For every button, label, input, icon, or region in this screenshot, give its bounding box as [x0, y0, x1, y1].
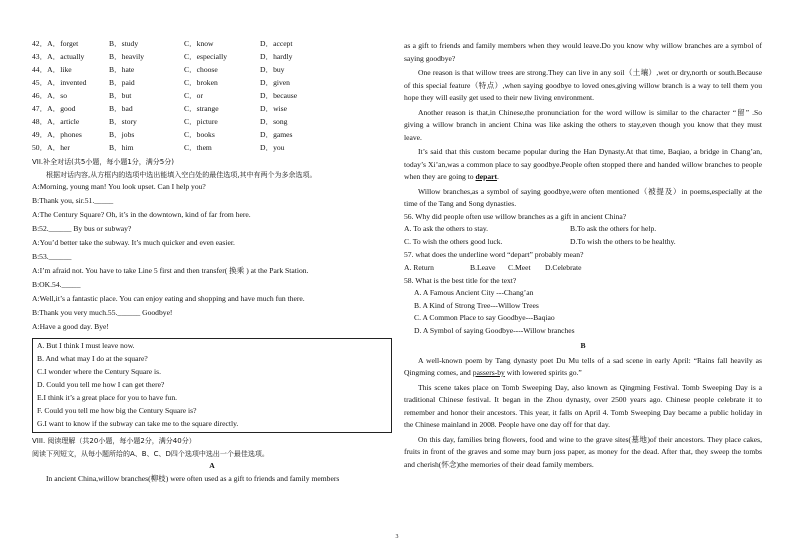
- cloze-option: 45．A．invented: [32, 78, 87, 87]
- box-option: F. Could you tell me how big the Century Square is?: [37, 406, 197, 415]
- q56-options-row1: A. To ask the others to stay. B.To ask the others for help.: [404, 224, 657, 233]
- cloze-option: 50．A．her: [32, 143, 70, 152]
- question-56: 56. Why did people often use willow branches as a gift in ancient China?: [404, 211, 627, 221]
- cloze-option: 49．A．phones: [32, 130, 82, 139]
- dialogue-line: A:Morning, young man! You look upset. Can I help you?: [32, 182, 206, 191]
- cloze-option: B．bad: [109, 104, 133, 113]
- cloze-option: B．but: [109, 91, 132, 100]
- dialogue-line: B:53.______: [32, 252, 72, 261]
- cloze-option: B．paid: [109, 78, 135, 87]
- passage-a-p3: Another reason is that,in Chinese,the pronunciation for the word willow is similar to the character “留” .So giving a willow branch in ancient China was like asking the others to stay,even though you know that they must leave.: [404, 107, 762, 142]
- cloze-option: C．know: [184, 39, 214, 48]
- passage-a-p2: One reason is that willow trees are strong.They can live in any soil（土壤）,wet or dry,north or south.Because of this special feature（特点）,when saying goodbye to loved ones,giving willow branch is a way to tell them you hope they will easily get used to their new living environment.: [404, 68, 762, 102]
- cloze-option: D．song: [260, 117, 288, 126]
- cloze-option: D．because: [260, 91, 298, 100]
- section7-title: VII.补全对话(共5小题，每小题1分，满分5分): [32, 158, 174, 166]
- box-option: B. And what may I do at the square?: [37, 354, 148, 363]
- cloze-option: C．especially: [184, 52, 228, 61]
- underlined-word-passers-by: passers-by: [472, 368, 505, 377]
- underlined-word-depart: depart: [475, 172, 498, 181]
- cloze-option-row: [32, 116, 392, 129]
- cloze-option: B．jobs: [109, 130, 135, 139]
- box-option: D. Could you tell me how I can get there?: [37, 380, 165, 389]
- dialogue-line: A:The Century Square? Oh, it’s in the downtown, kind of far from here.: [32, 210, 251, 219]
- box-option: G.I want to know if the subway can take me to the square directly.: [37, 419, 239, 428]
- passage-a-p4: It’s said that this custom became popular during the Han Dynasty.At that time, Baqiao, a bridge in Chang’an, today’s Xi’an,was a common place to say goodbye.People often stopped there and handed willow branches to people when they are going to depart.: [404, 147, 762, 181]
- question-58: 58. What is the best title for the text?: [404, 275, 517, 285]
- passage-a-start: In ancient China,willow branches(柳枝) were often used as a gift to friends and family members: [46, 473, 340, 483]
- cloze-option: 42．A．forget: [32, 39, 79, 48]
- cloze-option-row: [32, 77, 392, 90]
- cloze-option: C．picture: [184, 117, 218, 126]
- cloze-option: B．study: [109, 39, 139, 48]
- cloze-option: D．given: [260, 78, 290, 87]
- dialogue-line: B:OK.54._____: [32, 280, 81, 289]
- cloze-option: 44．A．like: [32, 65, 72, 74]
- box-option: E.I think it’s a great place for you to have fun.: [37, 393, 178, 402]
- cloze-option: D．buy: [260, 65, 285, 74]
- dialogue-line: B:Thank you, sir.51._____: [32, 196, 114, 205]
- cloze-option-row: [32, 129, 392, 142]
- right-column: [404, 40, 762, 471]
- passage-b-p3: On this day, families bring flowers, food and wine to the grave sites(墓地)of their ancestors. They place cakes, fruits in front of the graves and some may burn joss paper, as money for the dead. After that, they sweep the tombs and cherish(怀念)the memories of their dead family members.: [404, 434, 762, 469]
- box-option: A. But I think I must leave now.: [37, 341, 135, 350]
- section8-title: VIII. 阅读理解（共20小题，每小题2分，满分40分）: [32, 437, 196, 445]
- q58-option: C. A Common Place to say Goodbye---Baqiao: [414, 313, 555, 322]
- cloze-option-row: [32, 90, 392, 103]
- left-column: [32, 38, 392, 485]
- dialogue-line: B:Thank you very much.55.______ Goodbye!: [32, 308, 173, 317]
- cloze-option: D．you: [260, 143, 285, 152]
- options-box: [32, 338, 392, 433]
- cloze-option: B．story: [109, 117, 137, 126]
- cloze-option: C．strange: [184, 104, 219, 113]
- cloze-option: 46．A．so: [32, 91, 68, 100]
- cloze-option: B．heavily: [109, 52, 145, 61]
- dialogue-line: A:Well,it’s a fantastic place. You can enjoy eating and shopping and have much fun there.: [32, 294, 305, 303]
- cloze-option: D．hardly: [260, 52, 293, 61]
- cloze-option: B．hate: [109, 65, 135, 74]
- passage-b-p2: This scene takes place on Tomb Sweeping Day, also known as Qingming Festival. Tomb Sweeping Day is a traditional Chinese festival. It began in the Zhou dynasty, over 2500 years ago. Chinese people celebrate it to remember and honor their ancestors. This year, it falls on April 4. Tomb Sweeping Day became a public holiday in the Chinese mainland in 2008. People have one day off for that day.: [404, 382, 762, 429]
- cloze-option-row: [32, 103, 392, 116]
- question-57: 57. what does the underline word “depart” probably mean?: [404, 250, 584, 259]
- section7-instructions: 根据对话内容,从方框内的选项中选出能填入空白处的最佳选项,其中有两个为多余选项。: [46, 170, 317, 179]
- box-option: C.I wonder where the Century Square is.: [37, 367, 161, 376]
- cloze-option-row: [32, 38, 392, 51]
- dialogue-line: A:You’d better take the subway. It’s much quicker and even easier.: [32, 238, 235, 247]
- cloze-option: 43．A．actually: [32, 52, 85, 61]
- q58-option: D. A Symbol of saying Goodbye----Willow branches: [414, 325, 575, 335]
- q58-option: A. A Famous Ancient City ---Chang’an: [414, 288, 534, 297]
- cloze-option-row: [32, 51, 392, 64]
- q58-options: [404, 287, 762, 337]
- cloze-option: D．games: [260, 130, 293, 139]
- cloze-options: [32, 38, 392, 155]
- passage-b-p1: A well-known poem by Tang dynasty poet Du Mu tells of a sad scene in early April: “Rains fall heavily as Qingming comes, and passers-by with lowered spirits go.”: [404, 355, 762, 377]
- cloze-option: D．accept: [260, 39, 293, 48]
- section8-instructions: 阅读下列短文，从每小题所给的A、B、C、D四个选项中选出一个最佳选项。: [32, 449, 269, 458]
- cloze-option-row: [32, 142, 392, 155]
- passage-a-p5: Willow branches,as a symbol of saying goodbye,were often mentioned（被提及）in poems,especially at the time of the Tang and Song dynasties.: [404, 186, 762, 208]
- dialogue: [32, 181, 392, 335]
- cloze-option: 48．A．article: [32, 117, 80, 126]
- cloze-option: C．or: [184, 91, 203, 100]
- passage-a-label: A: [209, 461, 215, 470]
- cloze-option: C．books: [184, 130, 215, 139]
- q57-options: A. Return B.Leave C.Meet D.Celebrate: [404, 262, 582, 272]
- cloze-option: 47．A．good: [32, 104, 76, 113]
- passage-b-label: B: [580, 341, 586, 350]
- cloze-option: D．wise: [260, 104, 287, 113]
- cloze-option-row: [32, 64, 392, 77]
- cloze-option: C．broken: [184, 78, 218, 87]
- cloze-option: C．choose: [184, 65, 218, 74]
- passage-a-p1: as a gift to friends and family members when they would leave.Do you know why willow branches are a symbol of saying goodbye?: [404, 41, 762, 63]
- dialogue-line: A:I’m afraid not. You have to take Line 5 first and then transfer( 换乘 ) at the Park Station.: [32, 266, 309, 275]
- cloze-option: C．them: [184, 143, 212, 152]
- dialogue-line: B:52.______ By bus or subway?: [32, 224, 132, 233]
- cloze-option: B．him: [109, 143, 134, 152]
- q58-option: B. A Kind of Strong Tree---Willow Trees: [414, 300, 539, 310]
- q56-options-row2: C. To wish the others good luck. D.To wish the others to be healthy.: [404, 237, 676, 246]
- dialogue-line: A:Have a good day. Bye!: [32, 322, 109, 331]
- page-number: 3: [395, 534, 399, 540]
